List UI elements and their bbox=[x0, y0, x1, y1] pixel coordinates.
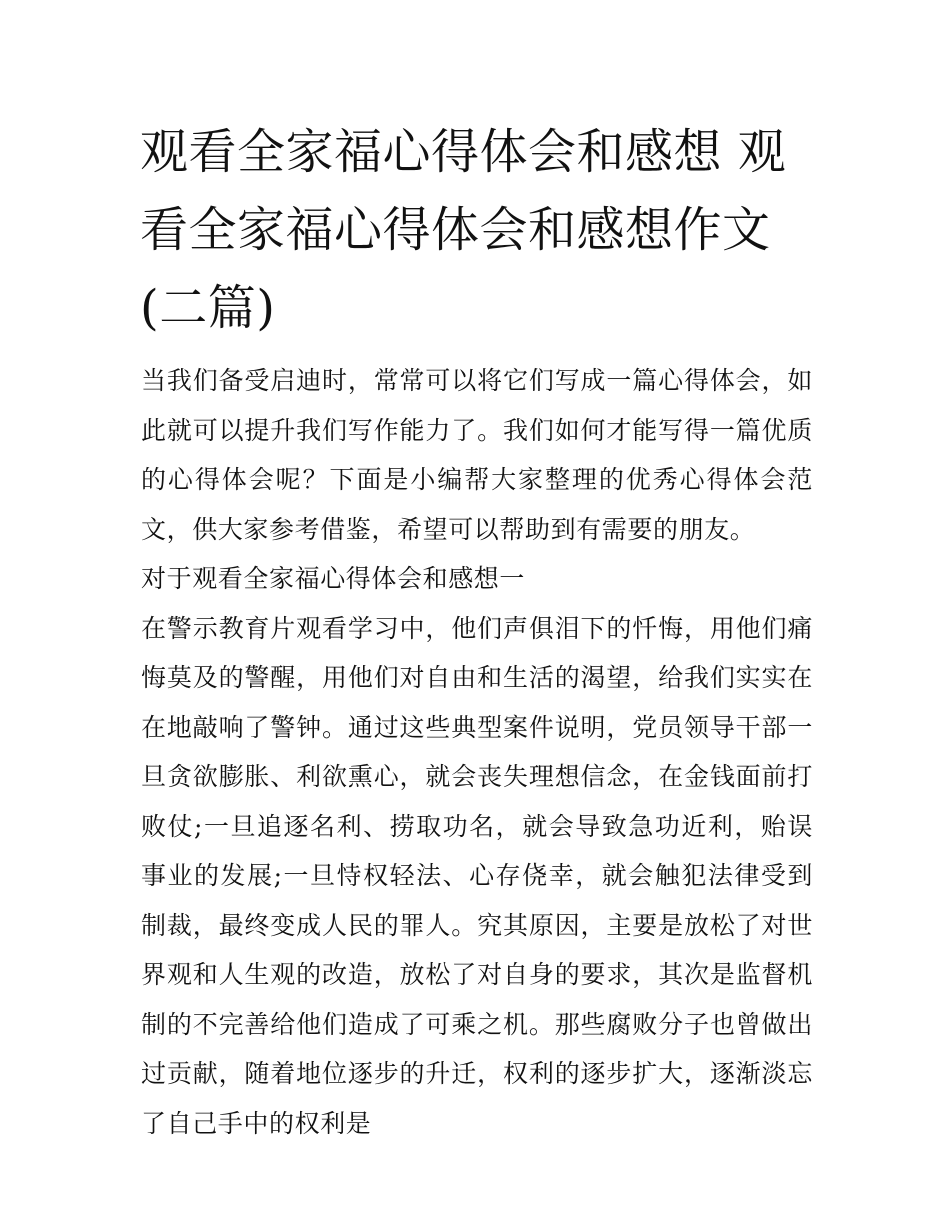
section-heading: 对于观看全家福心得体会和感想一 bbox=[141, 564, 526, 593]
intro-paragraph: 当我们备受启迪时，常常可以将它们写成一篇心得体会，如此就可以提升我们写作能力了。我们如何才能写得一篇优质的心得体会呢？下面是小编帮大家整理的优秀心得体会范文，供大家参考借鉴，希望可以帮助到有需要的朋友。 bbox=[141, 366, 813, 544]
document-body bbox=[141, 356, 813, 1148]
section-paragraph: 在警示教育片观看学习中，他们声俱泪下的忏悔，用他们痛悔莫及的警醒，用他们对自由和生活的渴望，给我们实实在在地敲响了警钟。通过这些典型案件说明，党员领导干部一旦贪欲膨胀、利欲熏心，就会丧失理想信念，在金钱面前打败仗;一旦追逐名利、捞取功名，就会导致急功近利，贻误事业的发展;一旦恃权轻法、心存侥幸，就会触犯法律受到制裁，最终变成人民的罪人。究其原因，主要是放松了对世界观和人生观的改造，放松了对自身的要求，其次是监督机制的不完善给他们造成了可乘之机。那些腐败分子也曾做出过贡献，随着地位逐步的升迁，权利的逐步扩大，逐渐淡忘了自己手中的权利是 bbox=[141, 613, 813, 1138]
document-title: 观看全家福心得体会和感想 观看全家福心得体会和感想作文(二篇) bbox=[140, 124, 787, 336]
